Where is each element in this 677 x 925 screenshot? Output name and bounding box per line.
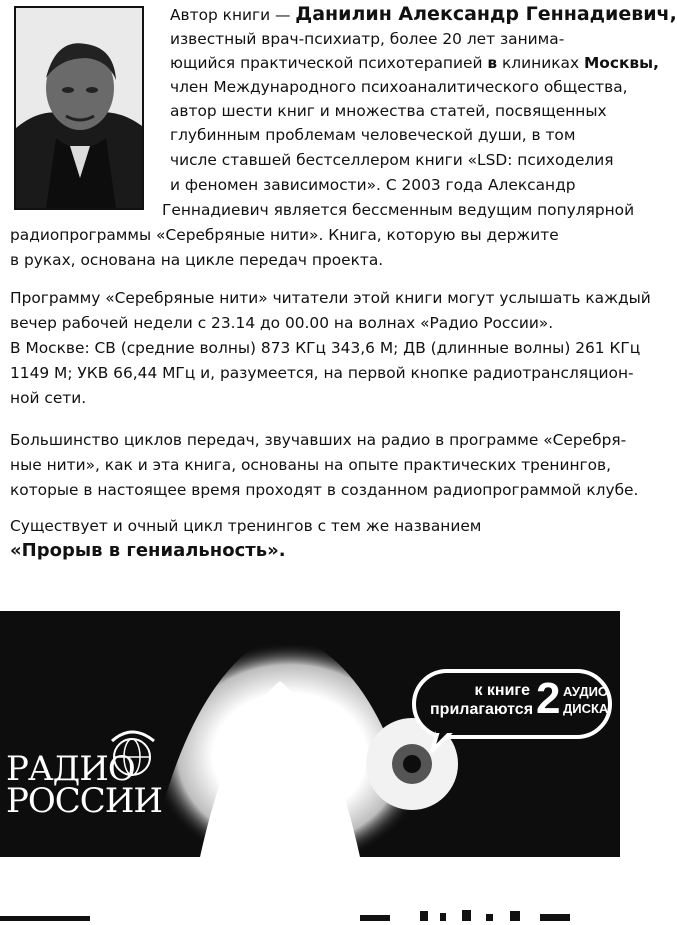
- text-line: Программу «Серебряные нити» читатели этой книги могут услышать каждый: [10, 289, 651, 307]
- radio-logo: [6, 749, 163, 821]
- text-line: ной сети.: [10, 389, 87, 407]
- text-line: которые в настоящее время проходят в созданном радиопрограммой клубе.: [10, 481, 639, 499]
- author-portrait-image: [16, 8, 142, 208]
- text-line: 1149 М; УКВ 66,44 МГц и, разумеется, на первой кнопке радиотрансляцион-: [10, 364, 634, 382]
- text-line: вечер рабочей недели с 23.14 до 00.00 на волнах «Радио России».: [10, 314, 554, 332]
- page-bottom-edge: [0, 906, 620, 919]
- badge-number: 2: [536, 674, 561, 723]
- logo-line-radio: РАДИО: [6, 749, 135, 789]
- author-name: Данилин Александр Геннадиевич,: [295, 3, 677, 25]
- text-line: ющийся практической психотерапией в клиниках Москвы,: [170, 54, 659, 72]
- text-line: в руках, основана на цикле передач проекта.: [10, 251, 384, 269]
- text-line: Большинство циклов передач, звучавших на радио в программе «Серебря-: [10, 431, 627, 449]
- badge-word1: АУДИО: [563, 684, 609, 699]
- text-line: В Москве: СВ (средние волны) 873 КГц 343,6 М; ДВ (длинные волны) 261 КГц: [10, 339, 641, 357]
- text-line: ные нити», как и эта книга, основаны на опыте практических тренингов,: [10, 456, 611, 474]
- text-line: радиопрограммы «Серебряные нити». Книга, которую вы держите: [10, 226, 559, 244]
- badge-word2: ДИСКА: [563, 701, 609, 716]
- text-line: числе ставшей бестселлером книги «LSD: психоделия: [170, 151, 614, 169]
- text-line: глубинным проблемам человеческой души, в том: [170, 126, 576, 144]
- badge-line2: прилагаются: [430, 701, 534, 718]
- badge-text-right: [563, 683, 608, 717]
- text-line: член Международного психоаналитического общества,: [170, 78, 628, 96]
- badge-line1: к книге: [474, 682, 530, 699]
- training-title: «Прорыв в гениальность».: [10, 540, 286, 561]
- text-line: и феномен зависимости». С 2003 года Александр: [170, 176, 576, 194]
- author-intro-prefix: Автор книги —: [170, 6, 296, 24]
- text-line: известный врач-психиатр, более 20 лет занима-: [170, 30, 565, 48]
- radio-banner: [0, 611, 620, 857]
- text-line: Геннадиевич является бессменным ведущим популярной: [162, 201, 635, 219]
- badge-text-left: [430, 681, 534, 719]
- author-photo: [14, 6, 144, 210]
- logo-line-rossii: РОССИИ: [6, 781, 163, 821]
- text-line: автор шести книг и множества статей, посвященных: [170, 102, 607, 120]
- text-line: Существует и очный цикл тренингов с тем же названием: [10, 517, 482, 535]
- author-intro-line: [170, 4, 677, 25]
- edge-marks: [0, 908, 620, 921]
